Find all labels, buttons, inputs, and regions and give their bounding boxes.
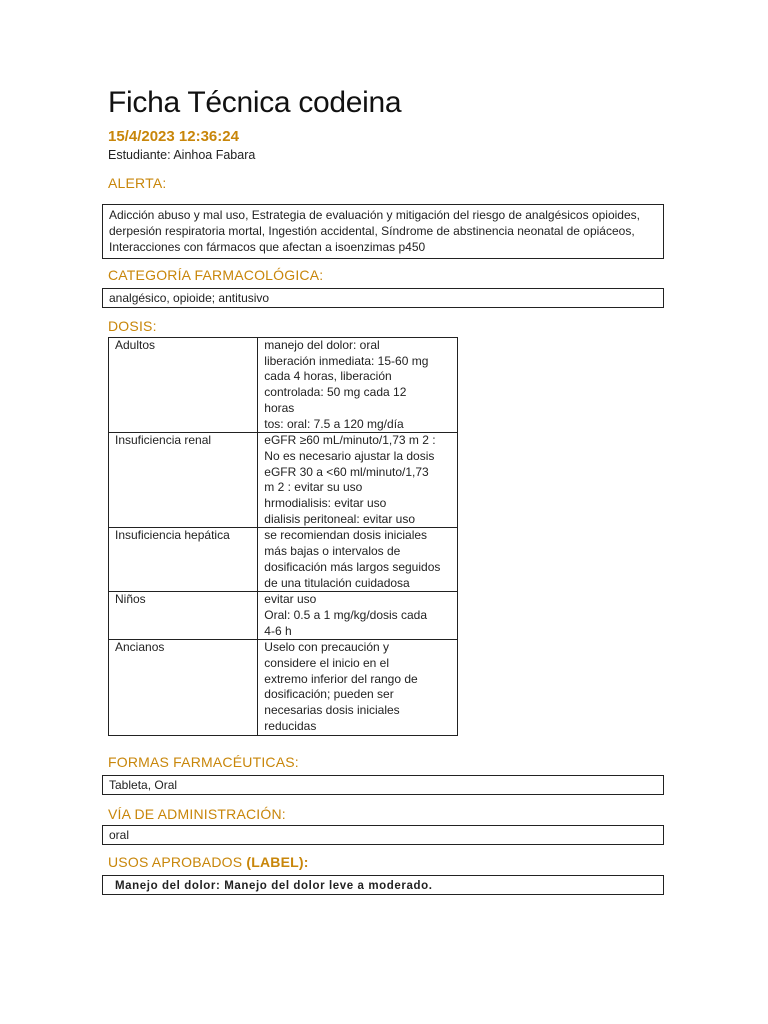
alerta-box bbox=[102, 204, 664, 259]
dosis-value-line: dialisis peritoneal: evitar uso bbox=[264, 511, 416, 526]
dosis-value-line: liberación inmediata: 15-60 mg bbox=[264, 353, 429, 368]
dosis-row-label: Insuficiencia hepática bbox=[109, 528, 258, 592]
dosis-row bbox=[109, 433, 458, 528]
page-title: Ficha Técnica codeina bbox=[108, 86, 402, 119]
dosis-value-line: dosificación más largos seguidos bbox=[264, 559, 441, 574]
formas-box bbox=[102, 775, 664, 795]
dosis-value-line: No es necesario ajustar la dosis bbox=[264, 448, 435, 463]
dosis-heading: DOSIS: bbox=[108, 318, 157, 334]
dosis-row-value bbox=[258, 592, 458, 640]
dosis-row-value bbox=[258, 528, 458, 592]
usos-heading bbox=[108, 854, 309, 870]
categoria-heading: CATEGORÍA FARMACOLÓGICA: bbox=[108, 267, 324, 283]
dosis-value-line: eGFR ≥60 mL/minuto/1,73 m 2 : bbox=[264, 433, 436, 448]
dosis-value-line: dosificación; pueden ser bbox=[264, 687, 394, 702]
dosis-value-line: horas bbox=[264, 400, 295, 415]
dosis-row-label: Adultos bbox=[109, 338, 258, 433]
dosis-table bbox=[108, 337, 458, 736]
dosis-value-line: Oral: 0.5 a 1 mg/kg/dosis cada bbox=[264, 607, 428, 622]
dosis-value-line: extremo inferior del rango de bbox=[264, 671, 418, 686]
dosis-value-line: m 2 : evitar su uso bbox=[264, 480, 363, 495]
dosis-value-line: más bajas o intervalos de bbox=[264, 544, 401, 559]
dosis-value-line: hrmodialisis: evitar uso bbox=[264, 496, 387, 511]
categoria-box bbox=[102, 288, 664, 308]
dosis-row-value bbox=[258, 640, 458, 735]
student-name: Estudiante: Ainhoa Fabara bbox=[108, 148, 256, 162]
dosis-row bbox=[109, 640, 458, 735]
via-heading: VÍA DE ADMINISTRACIÓN: bbox=[108, 806, 286, 822]
dosis-value-line: se recomiendan dosis iniciales bbox=[264, 528, 428, 543]
via-box bbox=[102, 825, 664, 845]
dosis-row-value bbox=[258, 338, 458, 433]
dosis-value-line: eGFR 30 a <60 ml/minuto/1,73 bbox=[264, 464, 429, 479]
via-text: oral bbox=[109, 828, 130, 842]
dosis-value-line: reducidas bbox=[264, 718, 317, 733]
dosis-value-line: manejo del dolor: oral bbox=[264, 338, 380, 352]
dosis-value-line: de una titulación cuidadosa bbox=[264, 575, 410, 590]
dosis-row-value bbox=[258, 433, 458, 528]
formas-heading: FORMAS FARMACÉUTICAS: bbox=[108, 754, 299, 770]
usos-heading-main: USOS APROBADOS bbox=[108, 854, 247, 870]
dosis-row bbox=[109, 338, 458, 433]
timestamp: 15/4/2023 12:36:24 bbox=[108, 128, 239, 145]
dosis-value-line: Uselo con precaución y bbox=[264, 640, 390, 655]
usos-text: Manejo del dolor: Manejo del dolor leve a moderado. bbox=[115, 880, 433, 892]
alerta-heading: ALERTA: bbox=[108, 175, 167, 191]
dosis-value-line: controlada: 50 mg cada 12 bbox=[264, 385, 407, 400]
dosis-row-label: Ancianos bbox=[109, 640, 258, 735]
dosis-row-label: Insuficiencia renal bbox=[109, 433, 258, 528]
dosis-value-line: cada 4 horas, liberación bbox=[264, 369, 392, 384]
usos-box bbox=[102, 875, 664, 895]
usos-heading-label: (LABEL): bbox=[246, 854, 309, 870]
dosis-value-line: considere el inicio en el bbox=[264, 656, 390, 671]
formas-text: Tableta, Oral bbox=[109, 778, 178, 792]
dosis-row bbox=[109, 528, 458, 592]
dosis-value-line: 4-6 h bbox=[264, 623, 292, 638]
dosis-value-line: tos: oral: 7.5 a 120 mg/día bbox=[264, 416, 404, 431]
categoria-text: analgésico, opioide; antitusivo bbox=[109, 291, 270, 305]
alerta-text: Adicción abuso y mal uso, Estrategia de evaluación y mitigación del riesgo de analgésicos opioides, derpesión respiratoria mortal, Ingestión accidental, Síndrome de abstinencia neonatal de opiáceos, Interacciones con fármacos que afectan a isoenzimas p450 bbox=[109, 208, 640, 254]
dosis-row-label: Niños bbox=[109, 592, 258, 640]
dosis-value-line: evitar uso bbox=[264, 592, 317, 607]
dosis-row bbox=[109, 592, 458, 640]
dosis-value-line: necesarias dosis iniciales bbox=[264, 703, 400, 718]
